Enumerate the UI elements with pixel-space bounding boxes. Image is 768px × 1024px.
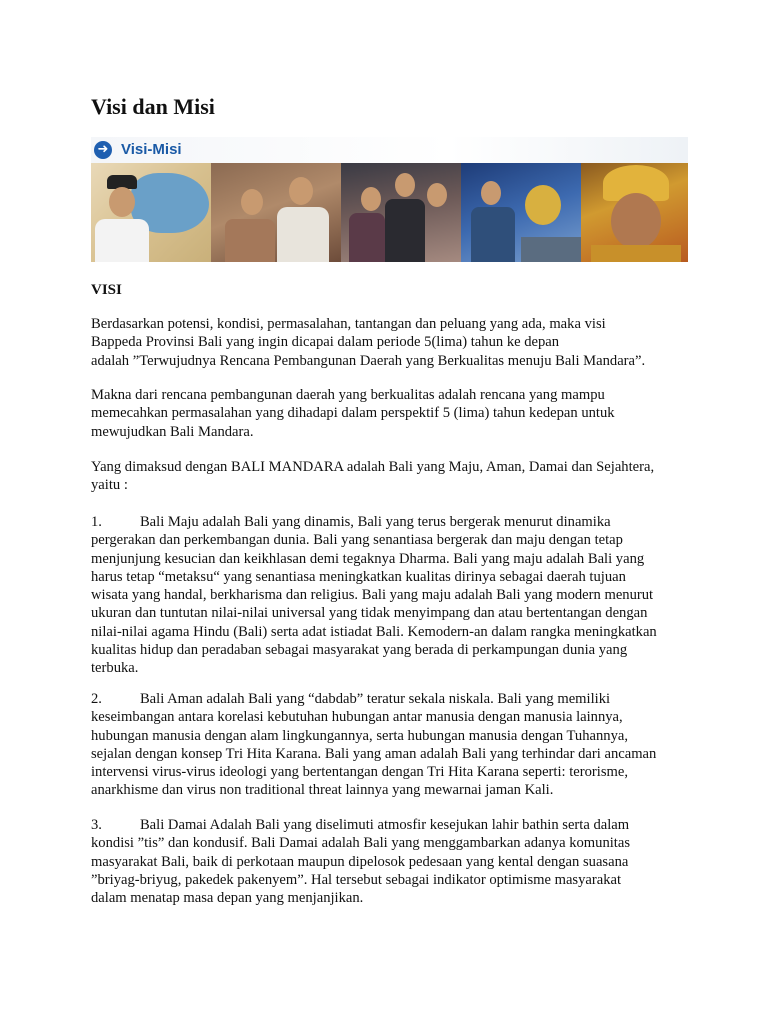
visi-heading: VISI <box>91 282 122 298</box>
arrow-right-circle-icon: ➜ <box>94 141 112 159</box>
banner-photo-officials <box>341 163 461 262</box>
banner-photo-governor <box>91 163 211 262</box>
list-item-number: 1. <box>91 514 102 530</box>
banner-label: Visi-Misi <box>121 141 182 158</box>
list-item-bali-aman: 2. Bali Aman adalah Bali yang “dabdab” teratur sekala niskala. Bali yang memiliki keseimbangan antara korelasi kebutuhan hubungan antar manusia dengan manusia lainnya, hubungan manusia dengan alam lingkungannya, serta hubungan manusia dengan Tuhannya, sejalan dengan konsep Tri Hita Karana. Bali yang aman adalah Bali yang terhindar dari ancaman intervensi virus-virus ideologi yang bertentangan dengan Tri Hita Karana seperti: terorisme, anarkhisme dan virus non traditional threat lainnya yang mewarnai jaman Kali. <box>91 691 657 799</box>
list-item-number: 2. <box>91 691 102 707</box>
paragraph-makna: Makna dari rencana pembangunan daerah yang berkualitas adalah rencana yang mampu memecahkan permasalahan yang dihadapi dalam perspektif 5 (lima) tahun kedepan untuk mewujudkan Bali Mandara. <box>91 387 615 440</box>
banner-photo-dancer <box>581 163 688 262</box>
paragraph-visi-statement: Berdasarkan potensi, kondisi, permasalahan, tantangan dan peluang yang ada, maka visi Bappeda Provinsi Bali yang ingin dicapai dalam periode 5(lima) tahun ke depan adalah ”Terwujudnya Rencana Pembangunan Daerah yang Berkualitas menuju Bali Mandara”. <box>91 316 646 369</box>
paragraph-bali-mandara: Yang dimaksud dengan BALI MANDARA adalah Bali yang Maju, Aman, Damai dan Sejahtera, yaitu : <box>91 459 655 494</box>
banner-photo-crowd <box>211 163 341 262</box>
list-item-number: 3. <box>91 817 102 833</box>
page-title: Visi dan Misi <box>91 94 215 119</box>
list-item-bali-damai: 3. Bali Damai Adalah Bali yang diselimuti atmosfir kesejukan lahir bathin serta dalam kondisi ”tis” dan kondusif. Bali Damai adalah Bali yang menggambarkan adanya komunitas masyarakat Bali, baik di perkotaan maupun dipelosok pedesaan yang kental dengan suasana ”briyag-briyug, pakedek pakenyem”. Hal tersebut sebagai indikator optimisme masyarakat dalam menatap masa depan yang menjanjikan. <box>91 817 631 907</box>
list-item-bali-maju: 1. Bali Maju adalah Bali yang dinamis, Bali yang terus bergerak menurut dinamika pergerakan dan perkembangan dunia. Bali yang senantiasa bergerak dan maju dengan tetap menjunjung kesucian dan keikhlasan demi tegaknya Dharma. Bali yang maju adalah Bali yang harus tetap “metaksu“ yang senantiasa meningkatkan kualitas dirinya sebagai daerah tujuan wisata yang handal, berkharisma dan religius. Bali yang maju adalah Bali yang modern menurut ukuran dan tuntutan nilai-nilai universal yang tidak menyimpang dan atau bertentangan dengan nilai-nilai agama Hindu (Bali) serta adat istiadat Bali. Kemodern-an dalam rangka meningkatkan kualitas hidup dan peradaban sebagai masyarakat yang berada di perkampungan dunia yang terbuka. <box>91 514 657 677</box>
visi-misi-banner <box>91 137 688 262</box>
banner-photo-emblem <box>461 163 581 262</box>
